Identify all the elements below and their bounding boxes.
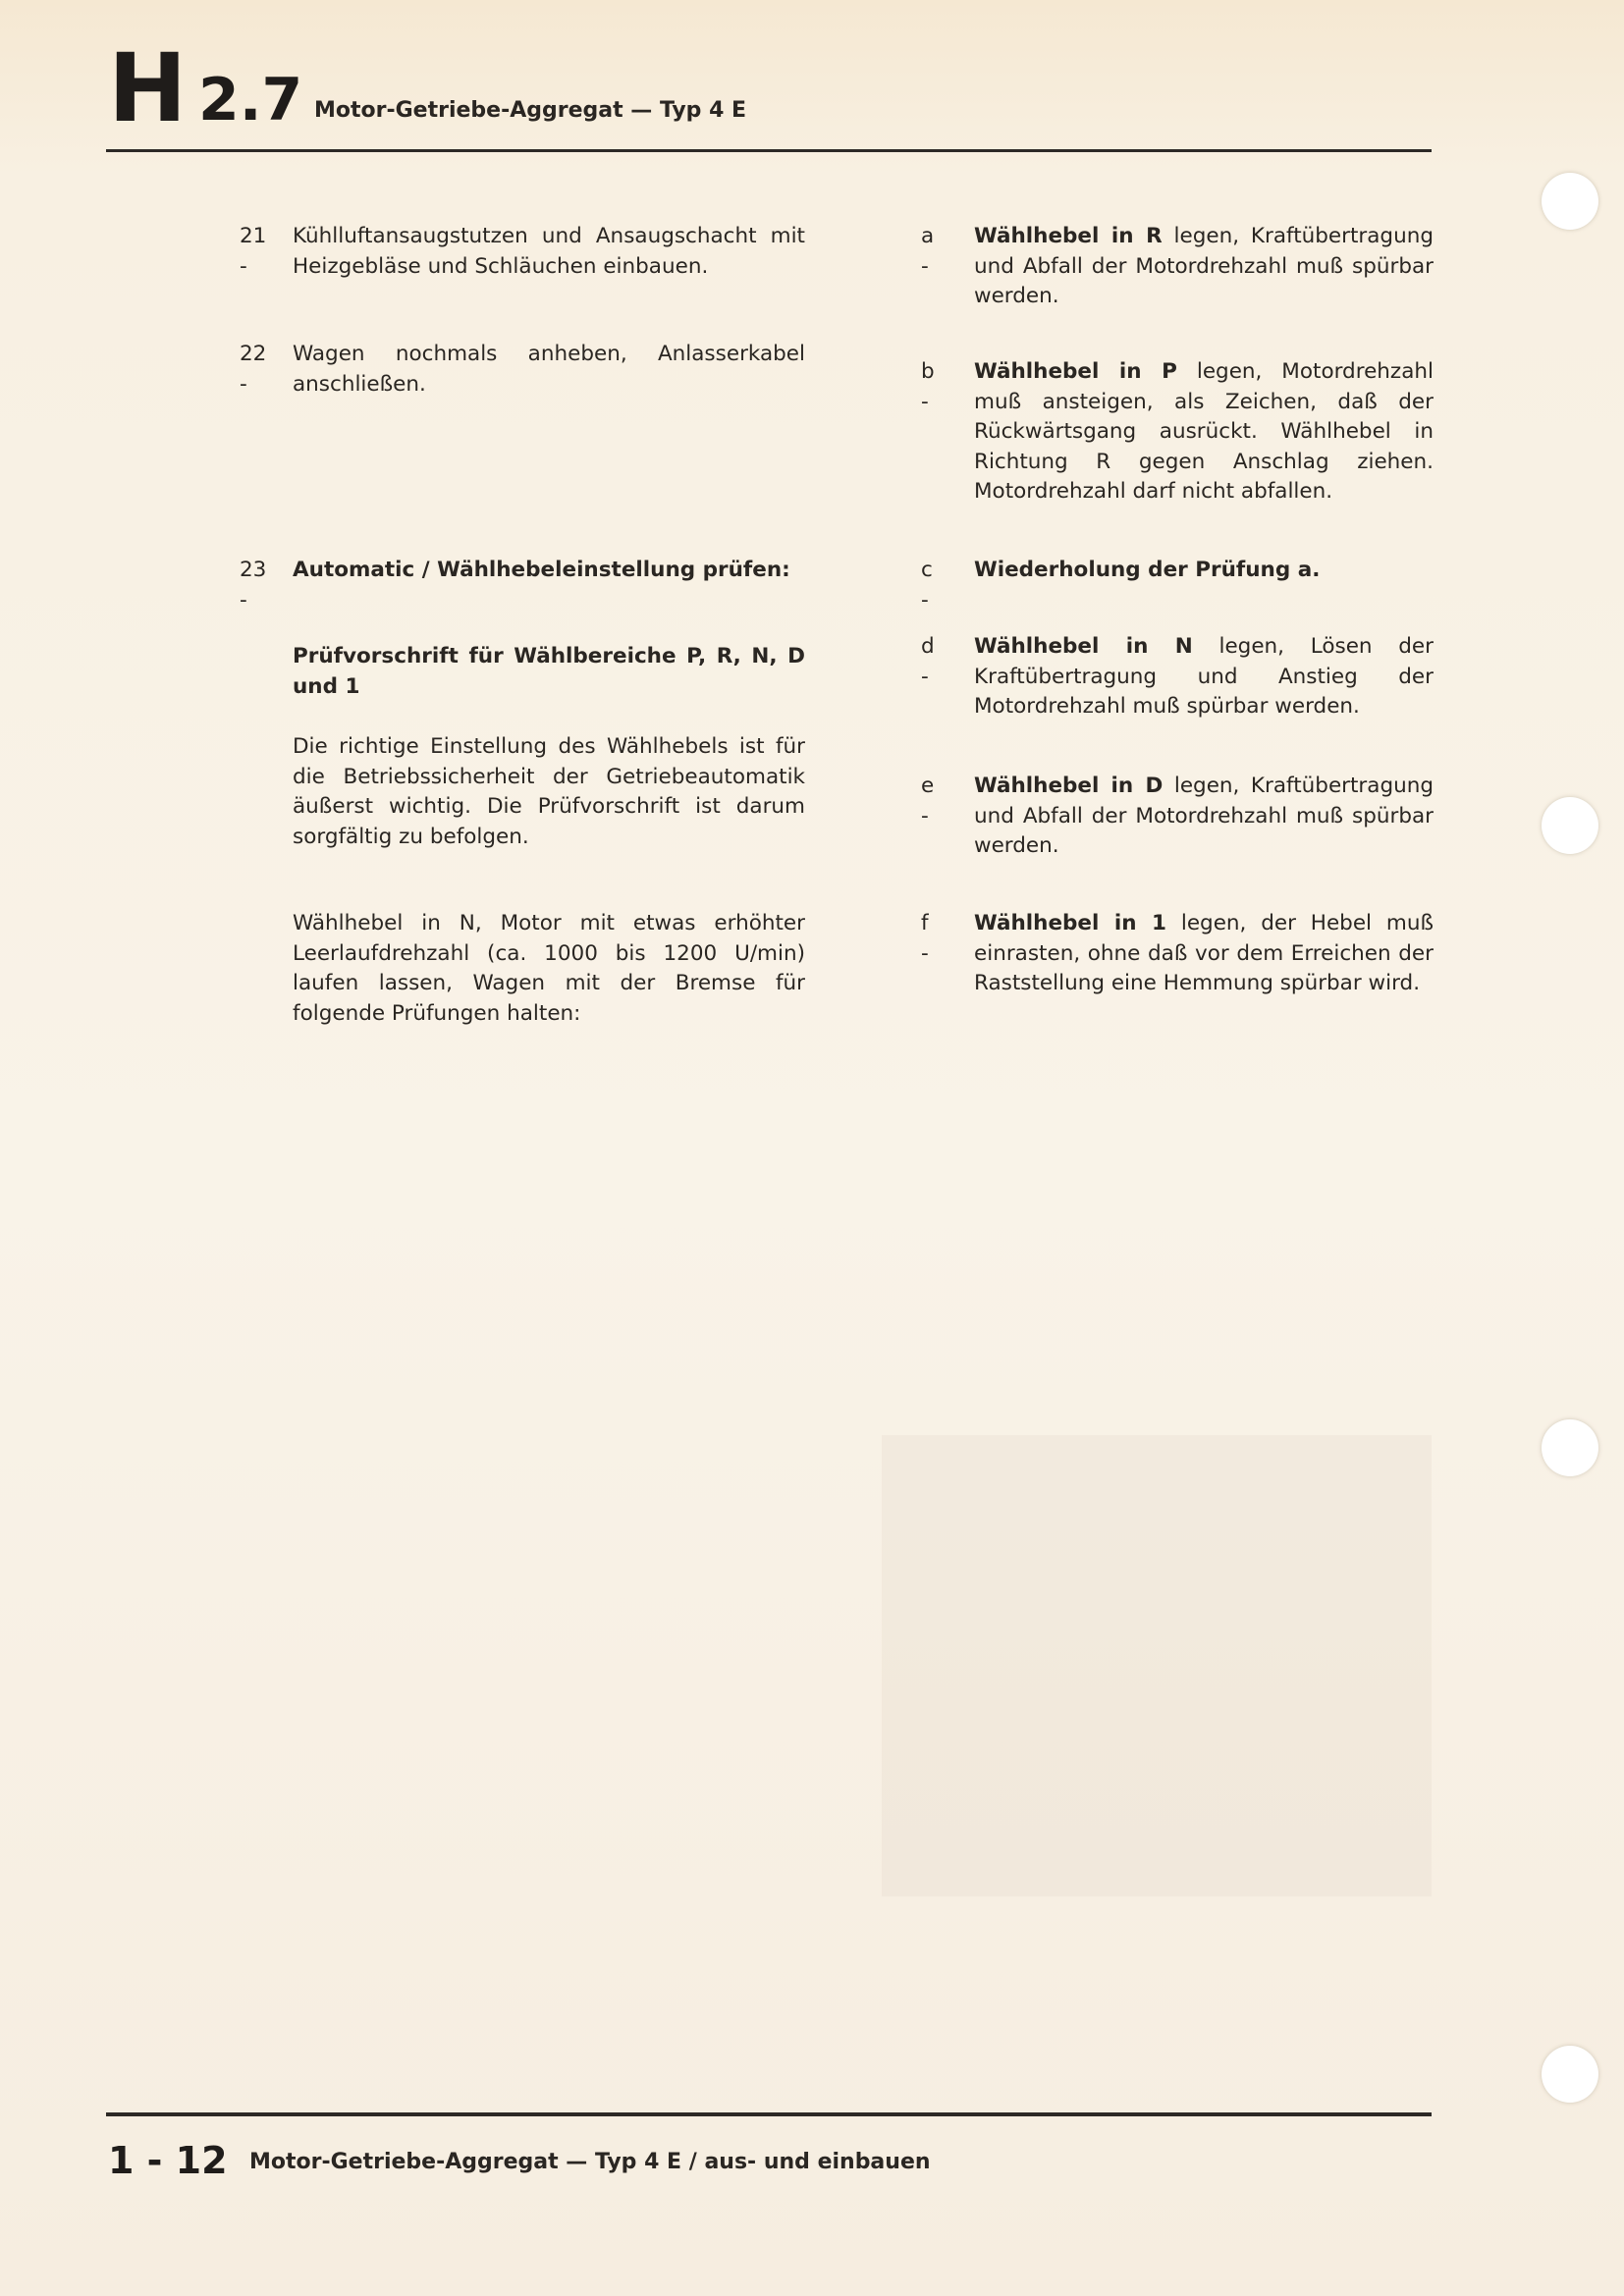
check-label: e -: [921, 774, 935, 828]
check-text: [974, 222, 1434, 312]
step-number: 21 -: [240, 224, 267, 279]
section-letter: H: [108, 33, 186, 143]
check-bold: Wählhebel in R: [974, 224, 1163, 248]
check-text: [974, 357, 1434, 507]
check-rest: legen, Kraftübertragung und Abfall der Motordrehzahl muß spürbar werden.: [974, 774, 1434, 858]
footer-rule: [106, 2112, 1432, 2116]
check-bold: Wählhebel in P: [974, 359, 1177, 384]
paper-stain: [882, 1435, 1432, 1896]
binder-hole: [1542, 2046, 1598, 2103]
page-footer: [108, 2130, 1434, 2199]
check-text: [974, 772, 1434, 862]
check-rest: legen, der Hebel muß einrasten, ohne daß vor dem Erreichen der Raststellung eine Hemmung spürbar wird.: [974, 911, 1434, 995]
footer-title: Motor-Getriebe-Aggregat — Typ 4 E / aus- und einbauen: [249, 2150, 931, 2174]
check-bold: Wiederholung der Prüfung a.: [974, 558, 1321, 582]
check-label: b -: [921, 359, 935, 414]
check-text: [974, 632, 1434, 722]
check-bold: Wählhebel in N: [974, 634, 1193, 659]
check-label: c -: [921, 558, 933, 613]
check-rest: legen, Lösen der Kraftübertragung und Anstieg der Motordrehzahl muß spürbar werden.: [974, 634, 1434, 719]
check-bold: Wählhebel in D: [974, 774, 1164, 798]
setup-paragraph: Wählhebel in N, Motor mit etwas erhöhter Leerlaufdrehzahl (ca. 1000 bis 1200 U/min) laufen lassen, Wagen mit der Bremse für folgende Prüfungen halten:: [293, 911, 805, 1026]
binder-hole: [1542, 173, 1598, 230]
step-text: Wagen nochmals anheben, Anlasserkabel anschließen.: [293, 342, 805, 397]
binder-hole: [1542, 797, 1598, 854]
check-label: a -: [921, 224, 935, 279]
check-text: [974, 909, 1434, 999]
binder-hole: [1542, 1419, 1598, 1476]
check-bold: Wählhebel in 1: [974, 911, 1166, 935]
page-number: 1 - 12: [108, 2139, 228, 2182]
header-rule: [106, 149, 1432, 152]
step-number: 22 -: [240, 342, 267, 397]
importance-paragraph: Die richtige Einstellung des Wählhebels ist für die Betriebssicherheit der Getriebeautomatik äußerst wichtig. Die Prüfvorschrift ist darum sorgfältig zu befolgen.: [293, 734, 805, 849]
check-label: d -: [921, 634, 935, 689]
section-title: Motor-Getriebe-Aggregat — Typ 4 E: [314, 98, 747, 123]
step-text: Kühlluftansaugstutzen und Ansaugschacht mit Heizgebläse und Schläuchen einbauen.: [293, 224, 805, 279]
check-rest: legen, Motordrehzahl muß ansteigen, als Zeichen, daß der Rückwärtsgang ausrückt. Wählhebel in Richtung R gegen Anschlag ziehen. Motordrehzahl darf nicht abfallen.: [974, 359, 1434, 504]
check-text: [974, 556, 1434, 586]
step-text: Automatic / Wählhebeleinstellung prüfen:: [293, 558, 790, 582]
section-number: 2.7: [198, 66, 303, 134]
page-header: [108, 33, 1434, 143]
step-number: 23 -: [240, 558, 267, 613]
check-label: f -: [921, 911, 929, 966]
test-procedure-heading: Prüfvorschrift für Wählbereiche P, R, N, D und 1: [293, 644, 805, 699]
check-rest: legen, Kraftübertragung und Abfall der Motordrehzahl muß spürbar werden.: [974, 224, 1434, 308]
